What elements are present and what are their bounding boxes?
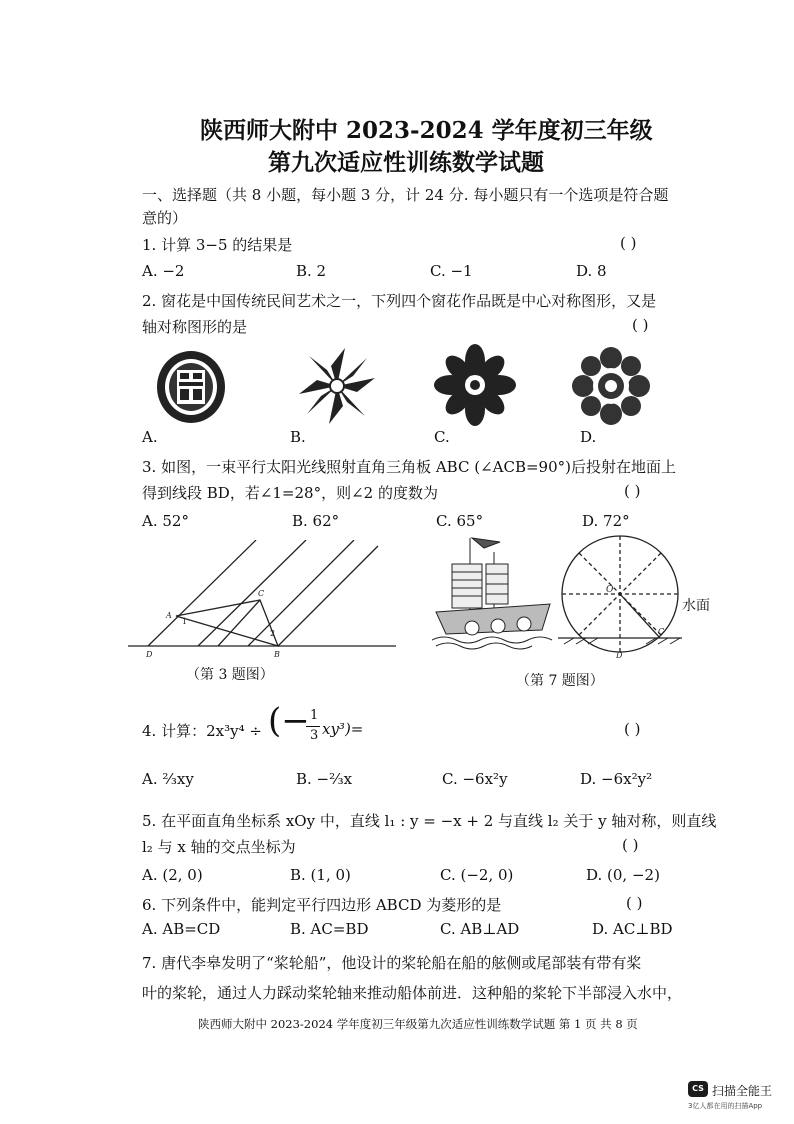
fig3-label-b: B <box>274 650 280 659</box>
fig3-diagram <box>128 540 398 660</box>
q6-option-a: A. AB=CD <box>142 920 221 938</box>
q5-stem-cont: l₂ 与 x 轴的交点坐标为 <box>142 838 296 856</box>
q6-option-b: B. AC=BD <box>290 920 369 938</box>
q7-stem-cont: 叶的桨轮，通过人力踩动桨轮轴来推动船体前进．这种船的桨轮下半部浸入水中， <box>142 984 683 1002</box>
fig3-label-2: 2 <box>270 629 276 638</box>
scanner-slogan: 3亿人都在用的扫描App <box>688 1102 763 1110</box>
q4-left-paren: (− <box>268 701 310 741</box>
q3-option-c: C. 65° <box>436 512 484 530</box>
paddle-boat-illustration <box>432 534 558 654</box>
q4-frac-num: 1 <box>310 708 319 723</box>
q2-stem: 2. 窗花是中国传统民间艺术之一，下列四个窗花作品既是中心对称图形，又是 <box>142 292 657 310</box>
fig3-label-c: C <box>258 589 265 598</box>
q2-stem-cont: 轴对称图形的是 <box>142 318 248 336</box>
q1-stem: 1. 计算 3−5 的结果是 <box>142 236 293 254</box>
q4-frac-bar <box>306 726 320 727</box>
q4-option-a: A. ²⁄₃xy <box>142 770 194 788</box>
q4-frac-den: 3 <box>310 728 319 743</box>
fig3-label-a: A <box>166 611 172 620</box>
q5-option-a: A. (2, 0) <box>142 866 203 884</box>
q3-answer-paren: ( ) <box>624 482 641 500</box>
q3-option-a: A. 52° <box>142 512 189 530</box>
q6-answer-paren: ( ) <box>626 894 643 912</box>
wheel-label-o: O <box>606 585 614 595</box>
q6-stem: 6. 下列条件中，能判定平行四边形 ABCD 为菱形的是 <box>142 896 502 914</box>
papercut-flower <box>432 343 518 427</box>
q2-option-a: A. <box>142 428 158 446</box>
scanner-logo-icon: CS <box>688 1081 708 1097</box>
q3-option-b: B. 62° <box>292 512 340 530</box>
wheel-label-c: C <box>658 627 665 636</box>
fig3-label-d: D <box>146 650 153 659</box>
fig7-caption: （第 7 题图） <box>516 673 604 689</box>
exam-title-line1: 陕西师大附中 2023-2024 学年度初三年级 <box>200 117 653 144</box>
papercut-lotus <box>570 344 652 428</box>
q5-option-b: B. (1, 0) <box>290 866 351 884</box>
paddle-wheel-diagram <box>558 534 682 660</box>
fig3-caption: （第 3 题图） <box>186 667 274 683</box>
section-header: 一、选择题（共 8 小题，每小题 3 分，计 24 分. 每小题只有一个选项是符合题 <box>142 186 669 204</box>
q5-option-c: C. (−2, 0) <box>440 866 514 884</box>
q1-option-d: D. 8 <box>576 262 607 280</box>
q2-option-c: C. <box>434 428 450 446</box>
papercut-double-happiness <box>155 348 227 426</box>
q5-answer-paren: ( ) <box>622 836 639 854</box>
q2-option-d: D. <box>580 428 597 446</box>
q3-stem-cont: 得到线段 BD，若∠1=28°，则∠2 的度数为 <box>142 484 438 502</box>
q6-option-d: D. AC⊥BD <box>592 920 673 938</box>
section-header-cont: 意的） <box>142 209 188 227</box>
fig3-label-1: 1 <box>182 617 188 626</box>
q2-option-b: B. <box>290 428 306 446</box>
papercut-pinwheel <box>292 346 382 426</box>
q4-option-c: C. −6x²y <box>442 770 508 788</box>
q3-stem: 3. 如图，一束平行太阳光线照射直角三角板 ABC (∠ACB=90°)后投射在地面上 <box>142 458 676 476</box>
wheel-label-d: D <box>616 651 623 660</box>
q1-option-b: B. 2 <box>296 262 327 280</box>
q5-stem: 5. 在平面直角坐标系 xOy 中，直线 l₁ : y = −x + 2 与直线 l₂ 关于 y 轴对称，则直线 <box>142 812 717 830</box>
q5-option-d: D. (0, −2) <box>586 866 660 884</box>
q6-option-c: C. AB⊥AD <box>440 920 520 938</box>
q4-expr-tail: xy³)= <box>322 720 364 738</box>
q4-option-d: D. −6x²y² <box>580 770 653 788</box>
q1-answer-paren: ( ) <box>620 234 637 252</box>
q4-option-b: B. −²⁄₃x <box>296 770 353 788</box>
q1-option-c: C. −1 <box>430 262 473 280</box>
exam-title-line2: 第九次适应性训练数学试题 <box>268 149 544 176</box>
q1-option-a: A. −2 <box>142 262 185 280</box>
q7-stem: 7. 唐代李皋发明了“桨轮船”，他设计的桨轮船在船的舷侧或尾部装有带有桨 <box>142 954 642 972</box>
q3-option-d: D. 72° <box>582 512 630 530</box>
scanner-brand-name: 扫描全能王 <box>712 1084 773 1098</box>
page-footer: 陕西师大附中 2023-2024 学年度初三年级第九次适应性训练数学试题 第 1 页 共 8 页 <box>198 1017 638 1031</box>
water-surface-label: 水面 <box>682 598 710 614</box>
q2-answer-paren: ( ) <box>632 316 649 334</box>
q4-answer-paren: ( ) <box>624 720 641 738</box>
q4-stem: 4. 计算：2x³y⁴ ÷ <box>142 722 262 740</box>
